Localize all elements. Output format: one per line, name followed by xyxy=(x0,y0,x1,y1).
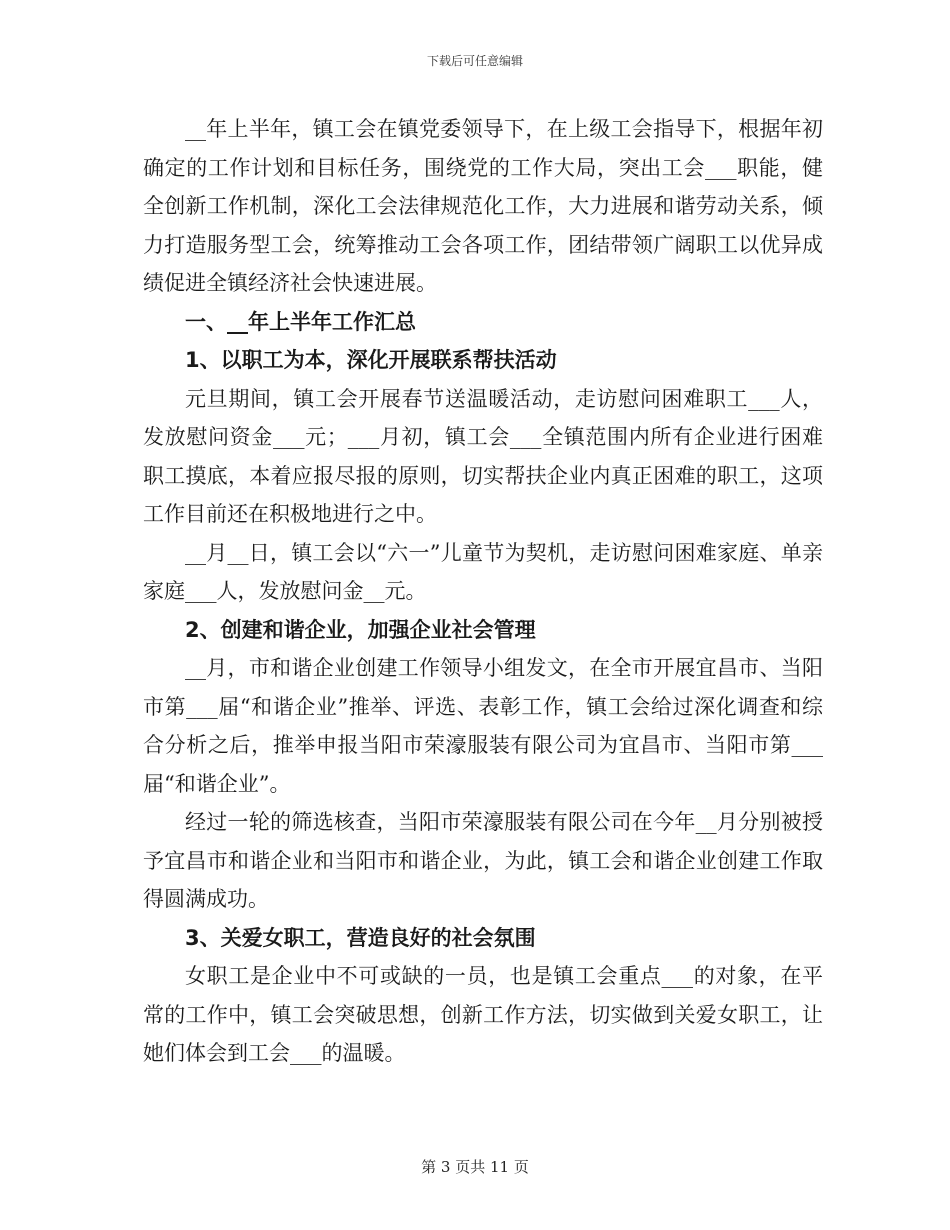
section-heading: 一、__年上半年工作汇总 xyxy=(185,309,416,334)
paragraph-3-1: 女职工是企业中不可或缺的一员，也是镇工会重点___的对象，在平常的工作中，镇工会突破思想，创新工作方法，切实做到关爱女职工，让她们体会到工会___的温暖。 xyxy=(143,964,823,1065)
subsection-heading-3: 3、关爱女职工，营造良好的社会氛围 xyxy=(185,925,536,950)
paragraph-2-2: 经过一轮的筛选核查，当阳市荣濠服装有限公司在今年__月分别被授予宜昌市和谐企业和当阳市和谐企业，为此，镇工会和谐企业创建工作取得圆满成功。 xyxy=(143,810,823,911)
paragraph-1-2: __月__日，镇工会以“六一”儿童节为契机，走访慰问困难家庭、单亲家庭___人，发放慰问金__元。 xyxy=(143,540,823,603)
paragraph-2-1: __月，市和谐企业创建工作领导小组发文，在全市开展宜昌市、当阳市第___届“和谐企业”推举、评选、表彰工作，镇工会给过深化调查和综合分析之后，推举申报当阳市荣濠服装有限公司为宜昌市、当阳市第___届“和谐企业”。 xyxy=(143,656,823,796)
page-footer: 第 3 页共 11 页 xyxy=(421,1158,529,1176)
paragraph-1-1: 元旦期间，镇工会开展春节送温暖活动，走访慰问困难职工___人，发放慰问资金___元；___月初，镇工会___全镇范围内所有企业进行困难职工摸底，本着应报尽报的原则，切实帮扶企业内真正困难的职工，这项工作目前还在积极地进行之中。 xyxy=(143,386,823,526)
paragraph-intro: __年上半年，镇工会在镇党委领导下，在上级工会指导下，根据年初确定的工作计划和目标任务，围绕党的工作大局，突出工会___职能，健全创新工作机制，深化工会法律规范化工作，大力进展和谐劳动关系，倾力打造服务型工会，统筹推动工会各项工作，团结带领广阔职工以优异成绩促进全镇经济社会快速进展。 xyxy=(143,117,823,295)
subsection-heading-2: 2、创建和谐企业，加强企业社会管理 xyxy=(185,617,536,642)
document-body xyxy=(143,110,823,1073)
page-header: 下载后可任意编辑 xyxy=(426,54,523,68)
subsection-heading-1: 1、以职工为本，深化开展联系帮扶活动 xyxy=(185,348,557,372)
